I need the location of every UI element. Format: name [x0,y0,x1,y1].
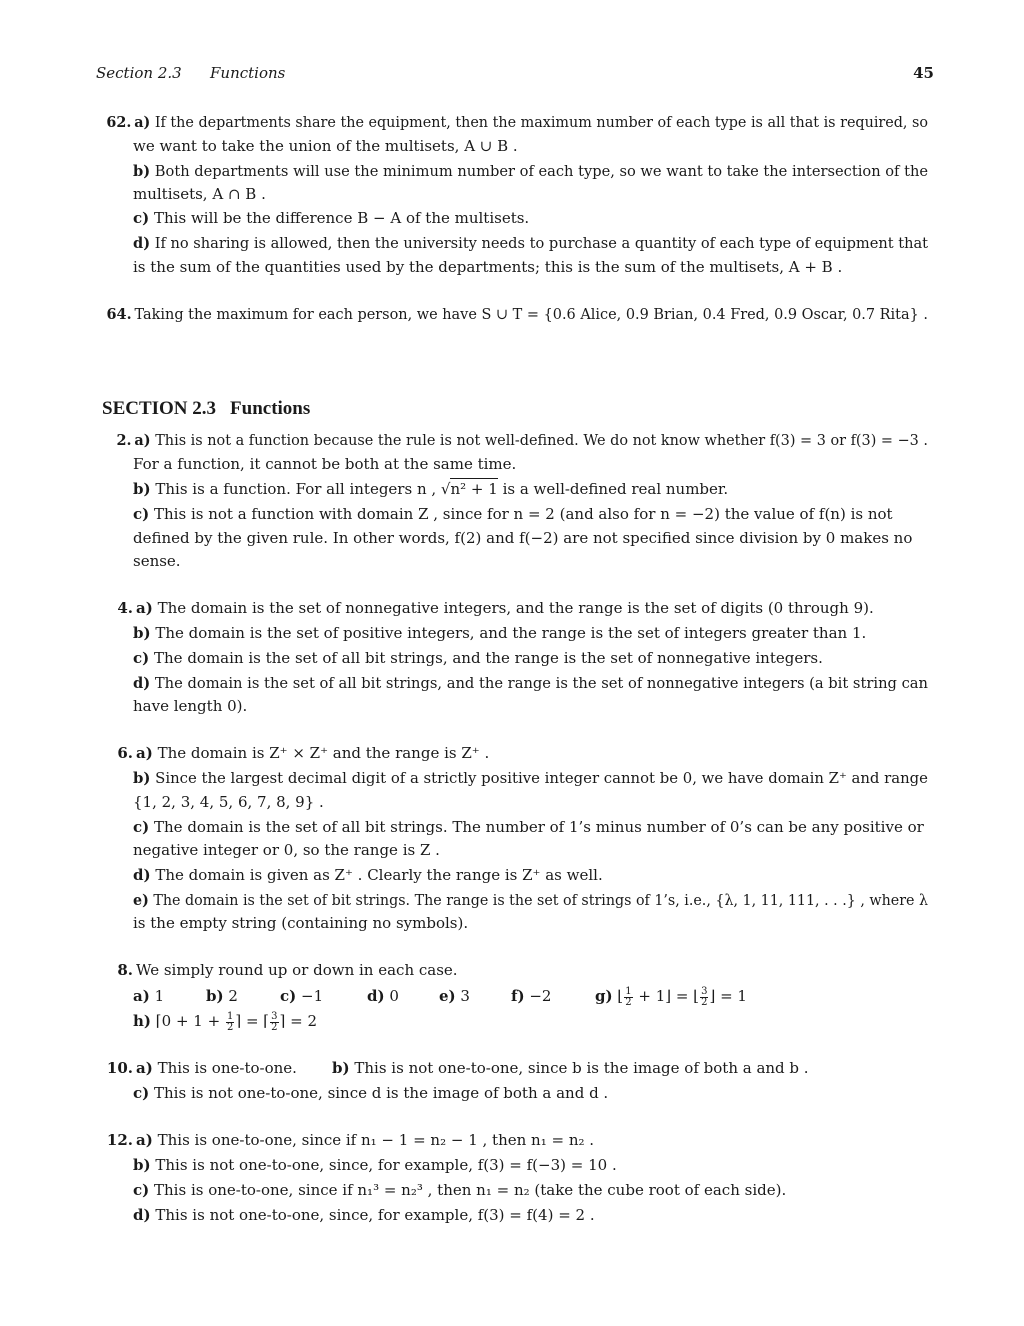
problem-6-line-d1 [133,865,603,885]
part-text: The domain is the set of all bit strings, and the range is the set of nonnegative integers (a bit string can [154,674,929,692]
part-label: d) [133,674,151,692]
problem-12-line-a [96,1130,594,1150]
math-text: ⌉ = 2 [279,1012,318,1030]
fraction-denominator: 2 [226,1021,234,1033]
problem-4-line-b1 [133,623,866,643]
part-label: d) [133,234,151,252]
problem-number: 4. [117,599,133,617]
problem-number: 62. [106,113,132,131]
problem-6-line-b1 [133,768,928,788]
part-text: We simply round up or down in each case. [136,961,458,979]
fraction-denominator: 2 [625,996,632,1008]
problem-12-line-b [133,1155,617,1175]
part-label: b) [133,162,151,180]
part-text: multisets, A ∩ B . [133,185,266,203]
part-text: is the sum of the quantities used by the departments; this is the sum of the multisets, A + B . [133,258,843,276]
problem-6-line-c1 [133,817,924,837]
problem-number: 64. [106,305,132,323]
header-section: Section 2.3 [96,64,182,82]
part-label: c) [133,1181,150,1199]
part-text: {1, 2, 3, 4, 5, 6, 7, 8, 9} . [133,793,324,811]
part-text: This is not one-to-one, since d is the image of both a and d . [154,1084,609,1102]
page-number: 45 [913,64,934,82]
problem-62-line-a2 [133,136,518,156]
problem-8-answer-f [511,986,551,1006]
part-label: d) [133,866,151,884]
answer-value: 3 [460,987,470,1005]
part-label: c) [133,649,150,667]
part-label: a) [136,744,153,762]
problem-2-line-a2 [133,454,516,474]
part-label: c) [133,209,150,227]
problem-2-line-a1 [96,430,928,450]
problem-62-line-a1 [96,112,928,132]
problem-62-line-b2 [133,184,266,204]
part-text: defined by the given rule. In other words, f(2) and f(−2) are not specified since division by 0 makes no [133,529,913,547]
part-text: Both departments will use the minimum number of each type, so we want to take the intersection of the [154,162,929,180]
part-label: a) [134,113,151,131]
problem-number: 12. [106,1131,133,1149]
fraction-numerator: 1 [226,1010,234,1022]
part-text: If the departments share the equipment, then the maximum number of each type is all that is required, so [154,113,929,131]
problem-62-line-d2 [133,257,842,277]
part-label: b) [133,480,151,498]
math-text: ⌋ = 1 [709,987,747,1005]
part-text: The domain is Z⁺ × Z⁺ and the range is Z⁺ . [157,744,490,762]
part-text: This is one-to-one, since if n₁ − 1 = n₂ − 1 , then n₁ = n₂ . [157,1131,595,1149]
part-label: g) [595,987,613,1005]
sqrt-radicand: n² + 1 [450,480,498,498]
fraction [270,1012,278,1033]
part-label: c) [133,818,150,836]
part-text: This is one-to-one. [157,1059,297,1077]
problem-8-answer-d [367,986,399,1006]
sqrt-sign: √ [440,480,451,498]
part-text: This is not a function because the rule is not well-defined. We do not know whether f(3) = 3 or f(3) = −3 . [155,431,928,449]
part-text: This is a function. For all integers n , [155,480,441,498]
problem-10-line-b [332,1058,809,1078]
part-text: Since the largest decimal digit of a strictly positive integer cannot be 0, we have domain Z⁺ and range [155,769,928,787]
fraction [624,987,632,1008]
math-text: ⌈0 + 1 + [155,1012,225,1030]
fraction-denominator: 2 [701,996,708,1008]
fraction-denominator: 2 [271,1021,278,1033]
part-label: f) [511,987,525,1005]
part-label: d) [133,1206,151,1224]
fraction-numerator: 3 [271,1010,278,1022]
part-label: c) [133,505,150,523]
part-text: we want to take the union of the multisets, A ∪ B . [133,137,518,155]
problem-8-answer-h [133,1011,317,1033]
answer-value: −2 [529,987,552,1005]
problem-8-answer-g [595,986,747,1008]
part-text: This is not one-to-one, since, for example, f(3) = f(4) = 2 . [155,1206,595,1224]
part-label: b) [332,1059,350,1077]
fraction-numerator: 1 [625,985,632,997]
part-label: d) [367,987,385,1005]
problem-2-line-c1 [133,504,893,524]
part-label: c) [133,1084,150,1102]
part-label: b) [133,1156,151,1174]
part-label: a) [133,987,150,1005]
section-label: SECTION 2.3 [102,398,217,419]
part-label: b) [206,987,224,1005]
problem-10-line-c [133,1083,608,1103]
problem-2-line-c3 [133,551,181,571]
problem-6-line-c2 [133,840,440,860]
part-label: h) [133,1012,152,1030]
answer-value: 1 [154,987,165,1005]
part-text: For a function, it cannot be both at the same time. [133,455,517,473]
part-text: have length 0). [133,697,248,715]
part-text: The domain is the set of nonnegative integers, and the range is the set of digits (0 through 9). [157,599,874,617]
problem-62-line-b1 [133,161,928,181]
part-label: c) [280,987,297,1005]
problem-12-line-d [133,1205,595,1225]
part-label: e) [439,987,456,1005]
part-text: is a well-defined real number. [497,480,729,498]
part-label: e) [133,891,149,909]
problem-number: 2. [116,431,132,449]
running-head [96,64,934,84]
part-label: b) [133,624,151,642]
problem-62-line-c1 [133,208,529,228]
problem-number: 8. [117,961,133,979]
fraction [700,987,708,1008]
problem-10-line-a [96,1058,297,1078]
part-text: The domain is the set of all bit strings, and the range is the set of nonnegative integers. [154,649,823,667]
problem-6-line-e2 [133,913,468,933]
problem-62-line-d1 [133,233,928,253]
problem-6-line-a1 [96,743,489,763]
part-text: This is not one-to-one, since b is the image of both a and b . [354,1059,809,1077]
problem-12-line-c [133,1180,786,1200]
fraction [226,1012,234,1033]
part-text: The domain is given as Z⁺ . Clearly the range is Z⁺ as well. [155,866,603,884]
part-text: This will be the difference B − A of the multisets. [154,209,530,227]
problem-6-line-b2 [133,792,324,812]
part-label: a) [134,431,151,449]
problem-4-line-c1 [133,648,823,668]
part-text: negative integer or 0, so the range is Z . [133,841,440,859]
problem-8-answer-c [280,986,323,1006]
part-text: If no sharing is allowed, then the university needs to purchase a quantity of each type of equipment that [154,234,929,252]
problem-8-answer-e [439,986,470,1006]
part-label: a) [136,1131,153,1149]
problem-8-answer-b [206,986,238,1006]
section-heading [102,398,310,420]
answer-value: −1 [301,987,324,1005]
problem-4-line-d2 [133,696,247,716]
problem-8-intro [96,960,458,980]
part-text: The domain is the set of bit strings. The range is the set of strings of 1’s, i.e., {λ, 1, 11, 111, . . .} , where λ [153,891,929,909]
header-title: Functions [210,64,286,82]
math-text: ⌉ = ⌈ [235,1012,270,1030]
math-text: + 1⌋ = ⌊ [633,987,700,1005]
problem-64-line [96,304,928,324]
math-text: ⌊ [617,987,624,1005]
problem-2-line-b1 [133,479,728,499]
section-name: Functions [230,398,311,419]
problem-number: 6. [117,744,133,762]
part-text: This is one-to-one, since if n₁³ = n₂³ , then n₁ = n₂ (take the cube root of each side). [154,1181,787,1199]
part-text: is the empty string (containing no symbols). [133,914,469,932]
part-text: Taking the maximum for each person, we have S ∪ T = {0.6 Alice, 0.9 Brian, 0.4 Fred, 0.9 Oscar, 0.7 Rita} . [134,305,928,323]
part-label: a) [136,1059,153,1077]
part-text: This is not one-to-one, since, for example, f(3) = f(−3) = 10 . [155,1156,617,1174]
problem-number: 10. [106,1059,133,1077]
problem-8-answer-a [133,986,164,1006]
answer-value: 2 [228,987,238,1005]
problem-2-line-c2 [133,528,912,548]
part-text: The domain is the set of all bit strings. The number of 1’s minus number of 0’s can be any positive or [154,818,924,836]
problem-4-line-d1 [133,673,928,693]
part-text: sense. [133,552,181,570]
part-label: a) [136,599,153,617]
part-label: b) [133,769,151,787]
fraction-numerator: 3 [701,985,708,997]
problem-6-line-e1 [133,890,928,910]
part-text: The domain is the set of positive integers, and the range is the set of integers greater than 1. [155,624,867,642]
answer-value: 0 [389,987,399,1005]
part-text: This is not a function with domain Z , since for n = 2 (and also for n = −2) the value of f(n) is not [154,505,893,523]
problem-4-line-a1 [96,598,874,618]
